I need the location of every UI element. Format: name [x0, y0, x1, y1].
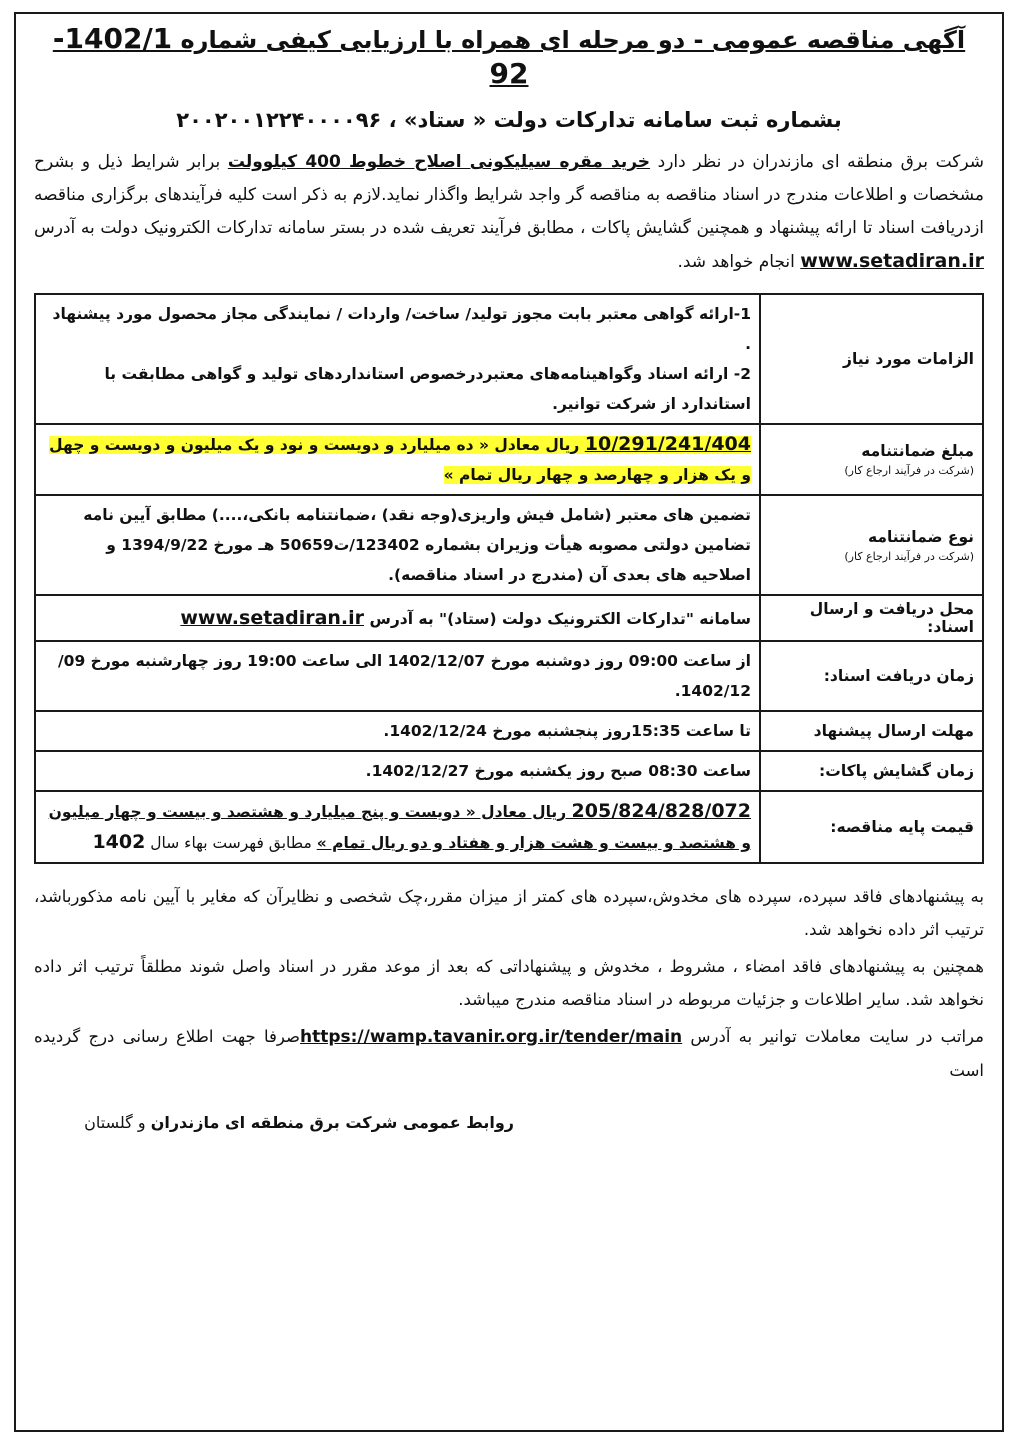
table-row — [35, 791, 983, 863]
base-price-value — [35, 791, 760, 863]
intro-paragraph — [34, 146, 984, 279]
signature-region: و گلستان — [84, 1113, 151, 1132]
intro-text-2: برابر شرایط ذیل و بشرح مشخصات و اطلاعات مندرج در اسناد مناقصه به مناقصه گر واجد شرایط واگذار نماید.لازم به ذکر است کلیه فرآیندهای برگزاری مناقصه ازدریافت اسناد تا ارائه پیشنهاد و همچنین گشایش پاکات ، مطابق فرآیند تعریف شده در بستر سامانه تدارکات الکترونیک دولت به آدرس — [34, 152, 984, 238]
guarantee-amount-number: 10/291/241/404 — [584, 433, 751, 455]
table-row — [35, 641, 983, 711]
notice-frame — [14, 12, 1004, 1432]
guarantee-amount-title: مبلغ ضمانتنامه — [861, 442, 974, 460]
guarantee-type-note: (شرکت در فرآیند ارجاع کار) — [844, 549, 974, 563]
title-prefix: آگهی مناقصه عمومی - دو مرحله ای همراه با ارزیابی کیفی شماره — [172, 26, 966, 54]
guarantee-type-value: تضمین های معتبر (شامل فیش واریزی(وجه نقد) ،ضمانتنامه بانکی،....) مطابق آیین نامه تضامین دولتی مصوبه هیأت وزیران بشماره 123402/ت50659 هـ مورخ 1394/9/22 و اصلاحیه های بعدی آن (مندرج در اسناد مناقصه). — [35, 495, 760, 595]
requirement-2: 2- ارائه اسناد وگواهینامه‌های معتبردرخصوص استانداردهای تولید و گواهی مطابقت با استاندارد از شرکت توانیر. — [104, 365, 751, 413]
requirement-1: 1-ارائه گواهی معتبر بابت مجوز تولید/ ساخت/ واردات / نمایندگی مجاز محصول مورد پیشنهاد . — [52, 305, 751, 353]
notice-content — [16, 14, 1002, 1132]
table-row — [35, 751, 983, 791]
tender-number: 1402/1-92 — [52, 22, 529, 90]
signature-org: روابط عمومی شرکت برق منطقه ای مازندران — [150, 1113, 514, 1132]
guarantee-amount-note: (شرکت در فرآیند ارجاع کار) — [844, 464, 974, 477]
guarantee-amount-value — [35, 424, 760, 495]
base-price-year: 1402 — [92, 831, 146, 853]
notice-title — [34, 22, 984, 92]
requirements-label: الزامات مورد نیاز — [760, 294, 983, 424]
table-row — [35, 595, 983, 641]
doc-time-label: زمان دریافت اسناد: — [760, 641, 983, 711]
doc-time-value: از ساعت 09:00 روز دوشنبه مورخ 1402/12/07 الی ساعت 19:00 روز چهارشنبه مورخ 09/ 1402/12. — [35, 641, 760, 711]
doc-place-text: سامانه "تدارکات الکترونیک دولت (ستاد)" به آدرس — [364, 609, 751, 628]
opening-value: ساعت 08:30 صبح روز یکشنبه مورخ 1402/12/27. — [35, 751, 760, 791]
base-price-suffix: مطابق فهرست بهاء سال — [145, 834, 317, 852]
guarantee-type-label — [760, 495, 983, 595]
deadline-label: مهلت ارسال پیشنهاد — [760, 711, 983, 751]
footer-text-prefix: مراتب در سایت معاملات توانیر به آدرس — [682, 1027, 984, 1046]
tender-details-table — [34, 293, 984, 864]
table-row — [35, 424, 983, 495]
base-price-text: ریال معادل « دویست و پنج میلیارد و هشتصد و بیست و چهار میلیون و هشتصد و بیست و هشت هزار و هفتاد و دو ریال تمام » — [48, 803, 751, 852]
footer-paragraph-1: به پیشنهادهای فاقد سپرده، سپرده های مخدوش،سپرده های کمتر از میزان مقرر،چک شخصی و نظایرآن که مغایر با آیین نامه مذکورباشد، ترتیب اثر داده نخواهد شد. — [34, 887, 984, 939]
doc-place-label: محل دریافت و ارسال اسناد: — [760, 595, 983, 641]
intro-text-3: انجام خواهد شد. — [677, 252, 801, 272]
base-price-label: قیمت پایه مناقصه: — [760, 791, 983, 863]
table-row — [35, 495, 983, 595]
doc-place-value — [35, 595, 760, 641]
footer-paragraph-2: همچنین به پیشنهادهای فاقد امضاء ، مشروط ، مخدوش و پیشنهاداتی که بعد از موعد مقرر در اسناد واصل شوند مطلقاً ترتیب اثر داده نخواهد شد. سایر اطلاعات و جزئیات مربوطه در اسناد مناقصه مندرج میباشد. — [34, 957, 984, 1009]
opening-label: زمان گشایش پاکات: — [760, 751, 983, 791]
intro-text-1: شرکت برق منطقه ای مازندران در نظر دارد — [650, 152, 985, 172]
footer-paragraph-3 — [34, 1020, 984, 1087]
footer-text-suffix: صرفا جهت اطلاع رسانی درج گردیده است — [34, 1027, 984, 1080]
tavanir-link[interactable]: https://wamp.tavanir.org.ir/tender/main — [299, 1027, 683, 1047]
guarantee-amount-label — [760, 424, 983, 495]
guarantee-type-title: نوع ضمانتنامه — [867, 527, 974, 546]
base-price-number: 205/824/828/072 — [571, 800, 751, 822]
setad-link[interactable]: www.setadiran.ir — [800, 250, 984, 272]
guarantee-amount-text: ریال معادل « ده میلیارد و دویست و نود و یک میلیون و دویست و چهل و یک هزار و چهارصد و چهار ریال تمام » — [49, 436, 751, 484]
deadline-value: تا ساعت 15:35روز پنجشنبه مورخ 1402/12/24. — [35, 711, 760, 751]
table-row — [35, 294, 983, 424]
tender-subject: خرید مقره سیلیکونی اصلاح خطوط 400 کیلوولت — [227, 152, 651, 172]
setad-link-table[interactable]: www.setadiran.ir — [180, 606, 365, 629]
registration-number: بشماره ثبت سامانه تدارکات دولت « ستاد» ، ۲۰۰۲۰۰۱۲۲۴۰۰۰۰۹۶ — [176, 108, 842, 132]
requirements-value — [35, 294, 760, 424]
table-row — [35, 711, 983, 751]
signature — [34, 1113, 984, 1132]
